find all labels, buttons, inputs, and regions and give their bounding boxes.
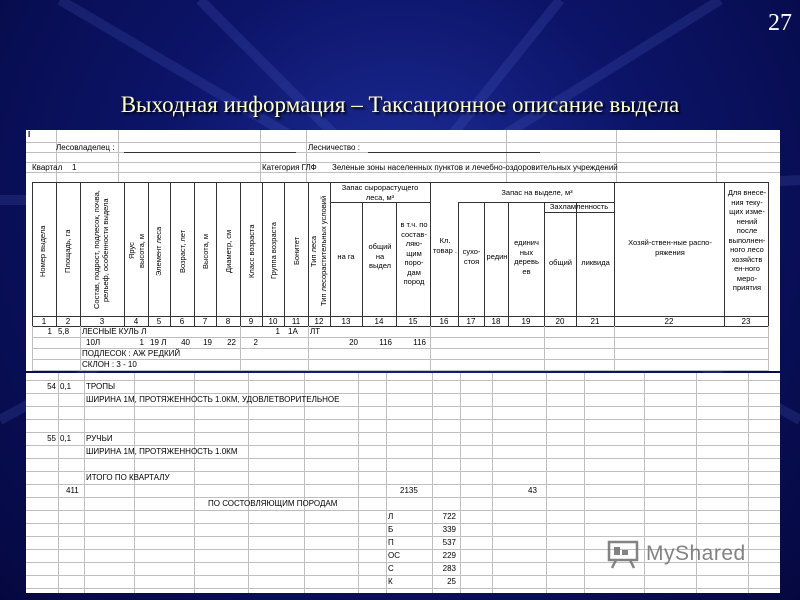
category-label: Категория ГЛФ xyxy=(262,163,317,172)
header-composition: Состав, подрост, подлесок, почва, рельеф, особенности выдела xyxy=(92,190,110,310)
species-value: 722 xyxy=(442,512,456,521)
col-number: 16 xyxy=(439,317,449,326)
header-liquid: ликвида xyxy=(581,258,610,267)
header-management: Хозяй-ствен-ные распо-ряжения xyxy=(628,238,712,257)
row2-by-species: 116 xyxy=(413,338,426,347)
row1-area: 5,8 xyxy=(58,327,70,336)
row4-slope: СКЛОН : 3 - 10 xyxy=(82,360,137,369)
header-plot-number: Номер выдела xyxy=(38,225,47,277)
watermark-logo xyxy=(606,536,766,572)
species-value: 25 xyxy=(447,577,456,586)
owner-label: Лесовладелец : xyxy=(56,143,115,152)
row2-per-ha: 20 xyxy=(349,338,358,347)
species-name: С xyxy=(388,564,394,573)
species-name: К xyxy=(388,577,393,586)
col-number: 14 xyxy=(374,317,384,326)
species-value: 339 xyxy=(442,525,456,534)
header-forest-type: Тип леса xyxy=(309,235,318,267)
slide-number: 27 xyxy=(768,10,792,36)
row2-element: 19 Л xyxy=(150,338,167,347)
header-bonitet: Бонитет xyxy=(292,236,301,266)
row1-description: ЛЕСНЫЕ КУЛЬ Л xyxy=(82,327,147,336)
presentation-board-icon xyxy=(606,539,640,569)
header-deadwood: сухо-стоя xyxy=(462,247,481,266)
header-site-conditions: Тип лесорастительных условий xyxy=(319,195,328,307)
category-value: Зеленые зоны населенных пунктов и лечебно-оздоровительных учреждений xyxy=(332,163,618,172)
paths-plot-number: 54 xyxy=(47,382,56,391)
header-by-species: в т.ч. по состав-ляю-щим поро-дам пород xyxy=(400,220,428,286)
species-name: ОС xyxy=(388,551,400,560)
quarter-value: 1 xyxy=(72,163,77,172)
species-value: 229 xyxy=(442,551,456,560)
corner-mark: I xyxy=(28,130,31,139)
row2-age: 40 xyxy=(181,338,190,347)
col-number: 7 xyxy=(202,317,208,326)
header-tier: Ярус xyxy=(127,242,136,260)
col-number: 21 xyxy=(590,317,600,326)
header-current-changes: Для внесе-ния теку-щих изме-нений после выполнен-ного лесо хозяйств ен-ного меро-приятия xyxy=(727,188,767,292)
header-age-class: Класс возраста xyxy=(247,224,256,278)
row2-tier: 1 xyxy=(139,338,144,347)
quarter-total-stock: 2135 xyxy=(400,486,418,495)
col-number: 22 xyxy=(664,317,674,326)
col-number: 8 xyxy=(225,317,231,326)
quarter-total-label: ИТОГО ПО КВАРТАЛУ xyxy=(86,473,170,482)
by-species-label: ПО СОСТОВЛЯЮЩИМ ПОРОДАМ xyxy=(208,499,338,508)
col-number: 4 xyxy=(133,317,139,326)
quarter-total-clutter: 43 xyxy=(528,486,537,495)
header-growing-stock: Запас сырорастущего леса, м³ xyxy=(341,183,419,202)
header-age: Возраст, лет xyxy=(178,229,187,273)
row1-forest-type: ЛТ xyxy=(310,327,321,336)
forestry-label: Лесничество : xyxy=(308,143,360,152)
streams-area: 0,1 xyxy=(60,434,72,443)
header-commodity-class: Кл. товар . xyxy=(433,236,457,255)
col-number: 13 xyxy=(341,317,351,326)
col-number: 10 xyxy=(268,317,278,326)
col-number: 15 xyxy=(408,317,418,326)
col-number: 18 xyxy=(491,317,501,326)
col-number: 3 xyxy=(99,317,105,326)
row2-age-class: 2 xyxy=(253,338,258,347)
col-number: 20 xyxy=(555,317,565,326)
header-area: Площадь, га xyxy=(63,229,72,273)
species-name: Л xyxy=(388,512,394,521)
species-name: Б xyxy=(388,525,394,534)
row2-height: 19 xyxy=(203,338,212,347)
row1-age-class: 1 xyxy=(275,327,280,336)
col-number: 12 xyxy=(314,317,324,326)
col-number: 23 xyxy=(741,317,751,326)
streams-description: ШИРИНА 1М, ПРОТЯЖЕННОСТЬ 1.0КМ xyxy=(86,447,238,456)
quarter-label: Квартал xyxy=(32,163,63,172)
header-total-per-plot: общий на выдел xyxy=(368,242,392,270)
header-age-group: Группа возраста xyxy=(269,222,278,280)
slide-title: Выходная информация – Таксационное описание выдела xyxy=(120,92,680,117)
header-forest-element: Элемент леса xyxy=(154,226,163,276)
paths-area: 0,1 xyxy=(60,382,72,391)
header-per-ha: на га xyxy=(337,252,355,261)
col-number: 6 xyxy=(179,317,185,326)
species-value: 537 xyxy=(442,538,456,547)
species-name: П xyxy=(388,538,394,547)
header-diameter: Диаметр, см xyxy=(224,229,233,273)
header-clutter-total: общий xyxy=(548,258,573,267)
row2-composition: 10Л xyxy=(86,338,101,347)
row3-undergrowth: ПОДЛЕСОК : АЖ РЕДКИЙ xyxy=(82,349,181,358)
row2-diameter: 22 xyxy=(227,338,236,347)
streams-plot-number: 55 xyxy=(47,434,56,443)
col-number: 1 xyxy=(41,317,47,326)
row2-total: 116 xyxy=(379,338,392,347)
header-clutter: Захламленность xyxy=(549,202,609,211)
quarter-total-area: 411 xyxy=(66,486,79,495)
taxation-sheet-header xyxy=(26,130,780,371)
species-value: 283 xyxy=(442,564,456,573)
header-single-trees: единич ных деревь ев xyxy=(514,238,539,276)
header-tier-height: высота, м xyxy=(137,233,146,269)
paths-name: ТРОПЫ xyxy=(86,382,116,391)
col-number: 11 xyxy=(291,317,301,326)
row1-plot-number: 1 xyxy=(47,327,52,336)
col-number: 2 xyxy=(65,317,71,326)
row1-bonitet: 1А xyxy=(288,327,298,336)
watermark-text: MyShared xyxy=(646,542,746,565)
header-height: Высота, м xyxy=(201,233,210,269)
header-sparse: редин xyxy=(486,252,508,261)
streams-name: РУЧЬИ xyxy=(86,434,113,443)
paths-description: ШИРИНА 1М, ПРОТЯЖЕННОСТЬ 1.0КМ, УДОВЛЕТВОРИТЕЛЬНОЕ xyxy=(86,395,340,404)
col-number: 5 xyxy=(156,317,162,326)
header-stock-on-plot: Запас на выделе, м³ xyxy=(501,188,573,197)
col-number: 17 xyxy=(466,317,476,326)
col-number: 9 xyxy=(248,317,254,326)
col-number: 19 xyxy=(521,317,531,326)
